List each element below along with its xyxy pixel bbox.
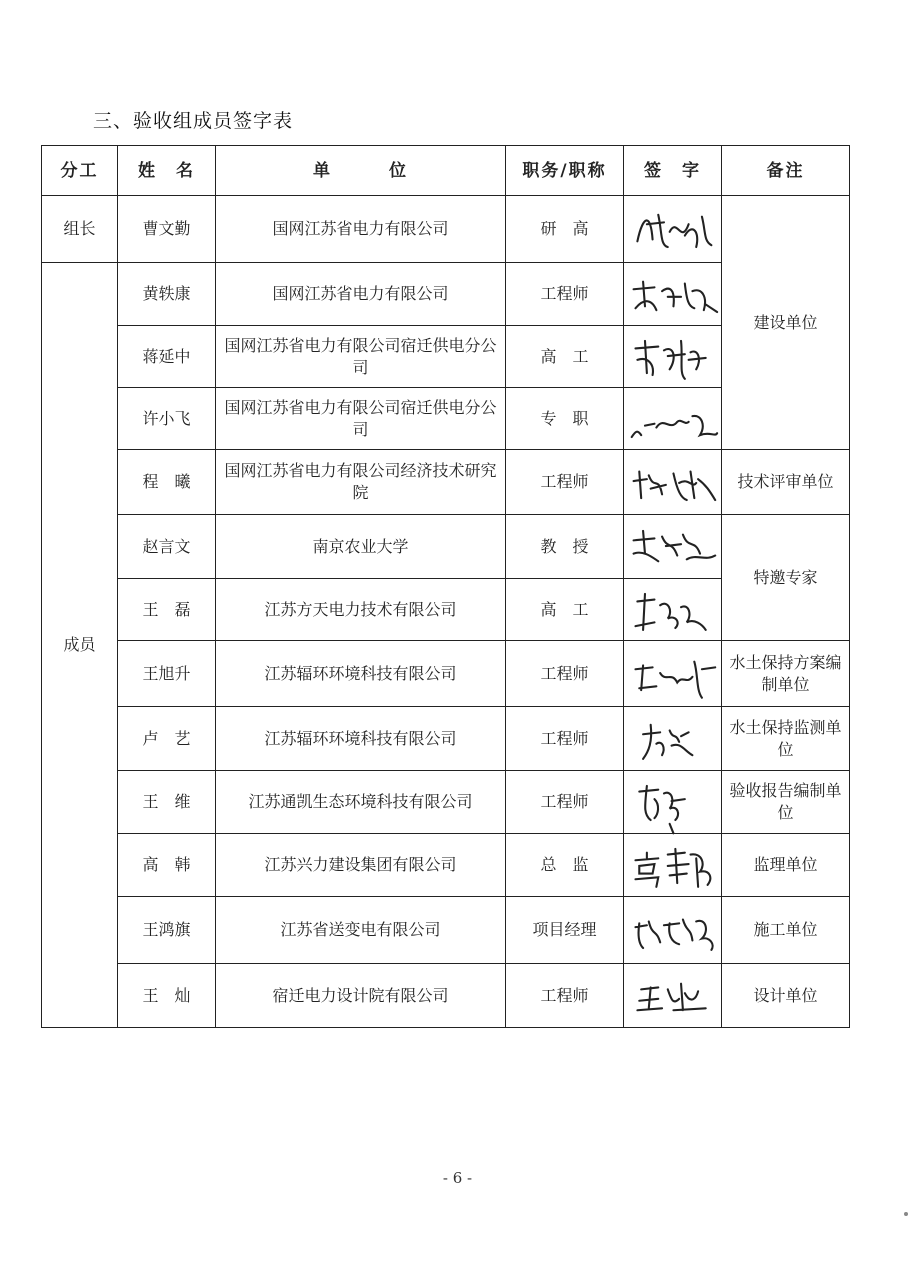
- signature-cell: [624, 834, 722, 897]
- member-name: 卢 艺: [118, 707, 216, 771]
- member-unit: 江苏辐环环境科技有限公司: [216, 641, 506, 707]
- header-unit: 单 位: [216, 146, 506, 196]
- group-member: 成员: [42, 263, 118, 1028]
- table-row: [42, 515, 850, 579]
- table-row: [42, 450, 850, 515]
- member-unit: 江苏省送变电有限公司: [216, 897, 506, 964]
- remark-construction: 建设单位: [722, 196, 850, 450]
- signature-cell: [624, 450, 722, 515]
- member-title: 工程师: [506, 707, 624, 771]
- member-name: 王 维: [118, 771, 216, 834]
- remark-acceptance-report: 验收报告编制单位: [722, 771, 850, 834]
- section-title: 三、验收组成员签字表: [93, 110, 294, 132]
- member-title: 高 工: [506, 326, 624, 388]
- member-unit: 国网江苏省电力有限公司宿迁供电分公司: [216, 388, 506, 450]
- handwritten-signature: [626, 775, 719, 829]
- page-number: - 6 -: [442, 1169, 473, 1187]
- group-leader: 组长: [42, 196, 118, 263]
- member-title: 专 职: [506, 388, 624, 450]
- remark-swc-monitor: 水土保持监测单位: [722, 707, 850, 771]
- table-row: [42, 897, 850, 964]
- handwritten-signature: [626, 392, 719, 446]
- member-title: 工程师: [506, 641, 624, 707]
- member-name: 高 韩: [118, 834, 216, 897]
- remark-tech-review: 技术评审单位: [722, 450, 850, 515]
- remark-expert: 特邀专家: [722, 515, 850, 641]
- signature-cell: [624, 964, 722, 1028]
- header-division: 分工: [42, 146, 118, 196]
- signature-table: [41, 145, 850, 1028]
- handwritten-signature: [626, 455, 719, 509]
- signature-cell: [624, 641, 722, 707]
- member-unit: 国网江苏省电力有限公司经济技术研究院: [216, 450, 506, 515]
- table-row: [42, 641, 850, 707]
- member-title: 高 工: [506, 579, 624, 641]
- handwritten-signature: [626, 838, 719, 892]
- signature-cell: [624, 897, 722, 964]
- handwritten-signature: [626, 202, 719, 256]
- member-unit: 江苏通凯生态环境科技有限公司: [216, 771, 506, 834]
- handwritten-signature: [626, 647, 719, 701]
- member-title: 总 监: [506, 834, 624, 897]
- handwritten-signature: [626, 969, 719, 1023]
- signature-cell: [624, 326, 722, 388]
- header-name: 姓 名: [118, 146, 216, 196]
- table-header-row: [42, 146, 850, 196]
- table-row: [42, 771, 850, 834]
- remark-builder: 施工单位: [722, 897, 850, 964]
- member-name: 王 磊: [118, 579, 216, 641]
- remark-design: 设计单位: [722, 964, 850, 1028]
- remark-supervision: 监理单位: [722, 834, 850, 897]
- member-unit: 宿迁电力设计院有限公司: [216, 964, 506, 1028]
- member-unit: 江苏兴力建设集团有限公司: [216, 834, 506, 897]
- member-unit: 国网江苏省电力有限公司: [216, 263, 506, 326]
- table-row: [42, 834, 850, 897]
- member-unit: 南京农业大学: [216, 515, 506, 579]
- remark-swc-plan: 水土保持方案编制单位: [722, 641, 850, 707]
- member-name: 王 灿: [118, 964, 216, 1028]
- table-row: [42, 196, 850, 263]
- signature-cell: [624, 771, 722, 834]
- member-title: 项目经理: [506, 897, 624, 964]
- signature-cell: [624, 579, 722, 641]
- handwritten-signature: [626, 520, 719, 574]
- handwritten-signature: [626, 903, 719, 957]
- member-name: 蒋延中: [118, 326, 216, 388]
- signature-cell: [624, 388, 722, 450]
- handwritten-signature: [626, 330, 719, 384]
- handwritten-signature: [626, 712, 719, 766]
- member-name: 王旭升: [118, 641, 216, 707]
- header-remark: 备注: [722, 146, 850, 196]
- member-title: 工程师: [506, 964, 624, 1028]
- member-unit: 国网江苏省电力有限公司: [216, 196, 506, 263]
- member-name: 赵言文: [118, 515, 216, 579]
- handwritten-signature: [626, 583, 719, 637]
- signature-cell: [624, 515, 722, 579]
- header-signature: 签 字: [624, 146, 722, 196]
- member-name: 许小飞: [118, 388, 216, 450]
- header-title: 职务/职称: [506, 146, 624, 196]
- member-title: 教 授: [506, 515, 624, 579]
- member-name: 王鸿旗: [118, 897, 216, 964]
- member-title: 工程师: [506, 450, 624, 515]
- member-name: 程 曦: [118, 450, 216, 515]
- signature-cell: [624, 707, 722, 771]
- member-title: 研 高: [506, 196, 624, 263]
- handwritten-signature: [626, 267, 719, 321]
- member-unit: 江苏辐环环境科技有限公司: [216, 707, 506, 771]
- member-unit: 国网江苏省电力有限公司宿迁供电分公司: [216, 326, 506, 388]
- signature-cell: [624, 196, 722, 263]
- scan-speck: [904, 1212, 908, 1216]
- table-row: [42, 707, 850, 771]
- member-title: 工程师: [506, 263, 624, 326]
- table-row: [42, 964, 850, 1028]
- signature-cell: [624, 263, 722, 326]
- member-title: 工程师: [506, 771, 624, 834]
- member-name: 曹文勤: [118, 196, 216, 263]
- member-name: 黄轶康: [118, 263, 216, 326]
- member-unit: 江苏方天电力技术有限公司: [216, 579, 506, 641]
